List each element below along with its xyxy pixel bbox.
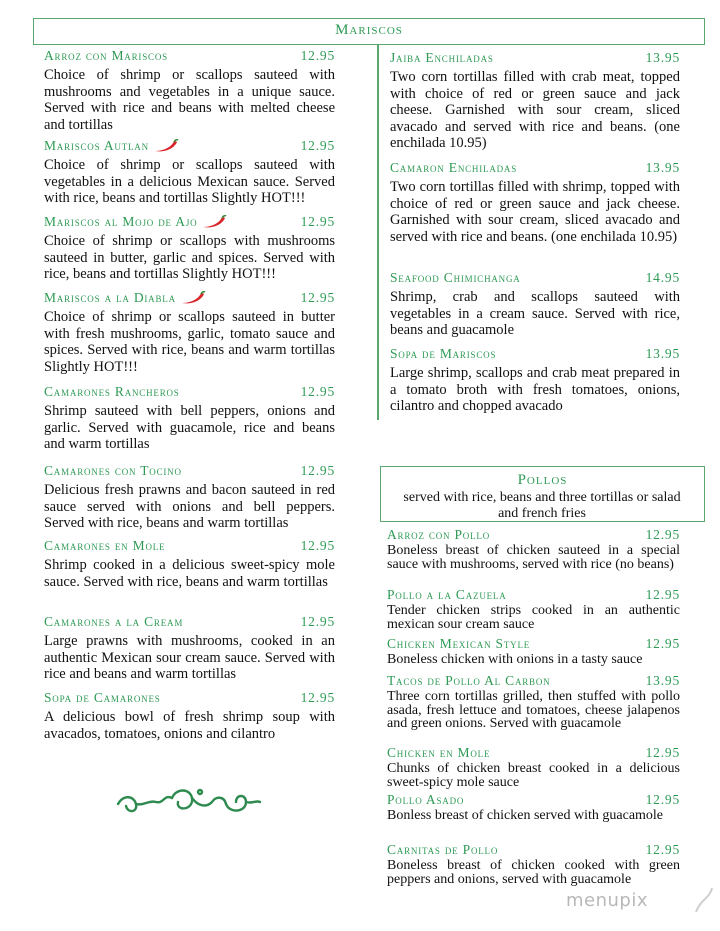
menu-item-header bbox=[44, 48, 335, 64]
menu-item-price: 12.95 bbox=[300, 463, 335, 478]
menu-item-header bbox=[44, 290, 335, 306]
menu-item bbox=[390, 270, 680, 339]
menu-item-header bbox=[44, 214, 335, 230]
column-divider bbox=[377, 45, 379, 420]
menu-item bbox=[387, 587, 680, 631]
menu-item-price: 12.95 bbox=[300, 690, 335, 705]
menu-item-price: 12.95 bbox=[645, 527, 680, 542]
menu-item-price: 12.95 bbox=[645, 636, 680, 651]
menu-item-description: Shrimp sauteed with bell peppers, onions and garlic. Served with guacamole, rice and beans and warm tortillas bbox=[44, 403, 335, 453]
menu-item-name: Jaiba Enchiladas bbox=[390, 50, 494, 65]
menu-item-header bbox=[44, 384, 335, 400]
menu-item bbox=[390, 50, 680, 152]
menu-item bbox=[387, 842, 680, 886]
menu-item-name: Camarones con Tocino bbox=[44, 463, 182, 478]
menu-item-name: Mariscos al Mojo de Ajo bbox=[44, 214, 198, 229]
chili-pepper-icon bbox=[153, 139, 179, 153]
menu-item-description: Choice of shrimp or scallops sauteed with mushrooms and vegetables in a unique sauce. Served with rice and beans with melted cheese and tortillas bbox=[44, 67, 335, 133]
menu-item bbox=[387, 673, 680, 731]
menu-item-name: Sopa de Mariscos bbox=[390, 346, 497, 361]
menu-item-price: 12.95 bbox=[645, 842, 680, 857]
menu-item-price: 12.95 bbox=[300, 214, 335, 229]
menu-item-description: Shrimp, crab and scallops sauteed with vegetables in a cream sauce. Served with rice, beans and guacamole bbox=[390, 289, 680, 339]
menu-item bbox=[44, 290, 335, 375]
menu-item-name: Camarones en Mole bbox=[44, 538, 166, 553]
menu-item bbox=[44, 690, 335, 742]
menu-item-description: Choice of shrimp or scallops with mushrooms sauteed in butter, garlic and spices. Served with rice, beans and tortillas Slightly HOT!!! bbox=[44, 233, 335, 283]
menu-item-header bbox=[390, 160, 680, 176]
menu-item-name: Carnitas de Pollo bbox=[387, 842, 499, 857]
menu-item-name: Camarones Rancheros bbox=[44, 384, 180, 399]
menu-item-name: Tacos de Pollo Al Carbon bbox=[387, 673, 551, 688]
menu-item-price: 12.95 bbox=[300, 538, 335, 553]
menu-item-price: 13.95 bbox=[645, 346, 680, 361]
menu-item-price: 12.95 bbox=[645, 792, 680, 807]
menu-item-description: Large prawns with mushrooms, cooked in an authentic Mexican sour cream sauce. Served with rice and beans and warm tortillas bbox=[44, 633, 335, 683]
menu-item-header bbox=[44, 690, 335, 706]
menu-item-description: Large shrimp, scallops and crab meat prepared in a tomato broth with fresh tomatoes, onions, cilantro and chopped avacado bbox=[390, 365, 680, 415]
menu-item-header bbox=[387, 842, 680, 858]
watermark-ornament bbox=[692, 884, 716, 914]
menu-item-description: Three corn tortillas grilled, then stuffed with pollo asada, fresh lettuce and tomatoes, cheese jalapenos and green onions. Served with guacamole bbox=[387, 689, 680, 732]
menu-item bbox=[44, 384, 335, 453]
menu-item-name: Camaron Enchiladas bbox=[390, 160, 518, 175]
menu-item-header bbox=[387, 745, 680, 761]
menu-item-header bbox=[387, 527, 680, 543]
menu-item-name: Seafood Chimichanga bbox=[390, 270, 521, 285]
mariscos-title: Mariscos bbox=[335, 22, 403, 38]
menu-item-description: Choice of shrimp or scallops sauteed in butter with fresh mushrooms, garlic, tomato sauce and spices. Served with rice, beans and warm tortillas Slightly HOT!!! bbox=[44, 309, 335, 375]
menu-item-name: Pollo a la Cazuela bbox=[387, 587, 507, 602]
menu-item-header bbox=[390, 50, 680, 66]
menu-item-price: 14.95 bbox=[645, 270, 680, 285]
menu-item-price: 13.95 bbox=[645, 673, 680, 688]
menu-item-price: 12.95 bbox=[300, 384, 335, 399]
menu-item-description: Delicious fresh prawns and bacon sauteed in red sauce served with onions and bell peppers. Served with rice, beans and warm tortillas bbox=[44, 482, 335, 532]
menu-item-header bbox=[387, 587, 680, 603]
menu-item-description: Tender chicken strips cooked in an authentic mexican sour cream sauce bbox=[387, 603, 680, 632]
menu-item-price: 12.95 bbox=[645, 587, 680, 602]
chili-pepper-icon bbox=[180, 291, 206, 305]
menu-item bbox=[44, 214, 335, 283]
menu-item-description: Boneless breast of chicken sauteed in a special sauce with mushrooms, served with rice (no beans) bbox=[387, 543, 680, 572]
menu-item bbox=[390, 160, 680, 245]
menu-item-name: Arroz con Pollo bbox=[387, 527, 491, 542]
menu-item-name: Sopa de Camarones bbox=[44, 690, 161, 705]
menu-item-name: Chicken en Mole bbox=[387, 745, 491, 760]
menu-item bbox=[387, 792, 680, 823]
menu-item-description: Boneless breast of chicken cooked with green peppers and onions, served with guacamole bbox=[387, 858, 680, 887]
menu-item-header bbox=[387, 792, 680, 808]
menu-item-name: Mariscos Autlan bbox=[44, 138, 149, 153]
menu-item-name: Arroz con Mariscos bbox=[44, 48, 168, 63]
menu-item-name: Chicken Mexican Style bbox=[387, 636, 531, 651]
menu-item-header bbox=[390, 270, 680, 286]
menu-item-price: 12.95 bbox=[300, 290, 335, 305]
menu-item bbox=[44, 614, 335, 683]
pollos-subtitle: served with rice, beans and three tortillas or salad and french fries bbox=[403, 490, 681, 521]
menu-item-description: Chunks of chicken breast cooked in a delicious sweet-spicy mole sauce bbox=[387, 761, 680, 790]
menu-item-name: Camarones a la Cream bbox=[44, 614, 184, 629]
menu-item-name: Mariscos a la Diabla bbox=[44, 290, 176, 305]
menu-item bbox=[387, 745, 680, 789]
menu-item-header bbox=[44, 614, 335, 630]
menu-item-description: Shrimp cooked in a delicious sweet-spicy mole sauce. Served with rice, beans and warm tortillas bbox=[44, 557, 335, 590]
menu-item-price: 13.95 bbox=[645, 50, 680, 65]
menu-item-price: 13.95 bbox=[645, 160, 680, 175]
menu-item bbox=[44, 463, 335, 532]
chili-pepper-icon bbox=[201, 215, 227, 229]
menu-item-description: Two corn tortillas filled with shrimp, topped with choice of red or green sauce and jack cheese. Garnished with sour cream, sliced avacado and served with rice and beans. (one enchilada 10.95) bbox=[390, 179, 680, 245]
menu-item bbox=[387, 636, 680, 667]
pollos-title: Pollos bbox=[517, 472, 568, 488]
menu-item bbox=[390, 346, 680, 415]
menu-item-header bbox=[44, 538, 335, 554]
menu-item-price: 12.95 bbox=[300, 48, 335, 63]
menu-item-header bbox=[387, 673, 680, 689]
decorative-flourish bbox=[112, 782, 264, 822]
menu-item-description: Two corn tortillas filled with crab meat, topped with choice of red or green sauce and jack cheese. Garnished with sour cream, sliced avacado and served with rice and beans. (one enchilada 10.95) bbox=[390, 69, 680, 152]
menu-item-header bbox=[387, 636, 680, 652]
menu-item-header bbox=[44, 138, 335, 154]
menu-item-description: Boneless chicken with onions in a tasty sauce bbox=[387, 652, 643, 667]
menu-item bbox=[387, 527, 680, 571]
menu-item-header bbox=[44, 463, 335, 479]
menupix-watermark: menupix bbox=[566, 890, 649, 911]
menu-item-header bbox=[390, 346, 680, 362]
menu-item bbox=[44, 48, 335, 133]
menu-item-price: 12.95 bbox=[300, 614, 335, 629]
menu-item-price: 12.95 bbox=[300, 138, 335, 153]
menu-item bbox=[44, 138, 335, 207]
menu-item-price: 12.95 bbox=[645, 745, 680, 760]
menu-item-name: Pollo Asado bbox=[387, 792, 465, 807]
menu-item bbox=[44, 538, 335, 590]
menu-item-description: A delicious bowl of fresh shrimp soup with avacados, tomatoes, onions and cilantro bbox=[44, 709, 335, 742]
menu-item-description: Choice of shrimp or scallops sauteed with vegetables in a delicious Mexican sauce. Served with rice, beans and tortillas Slightly HOT!!! bbox=[44, 157, 335, 207]
menu-item-description: Bonless breast of chicken served with guacamole bbox=[387, 808, 664, 823]
